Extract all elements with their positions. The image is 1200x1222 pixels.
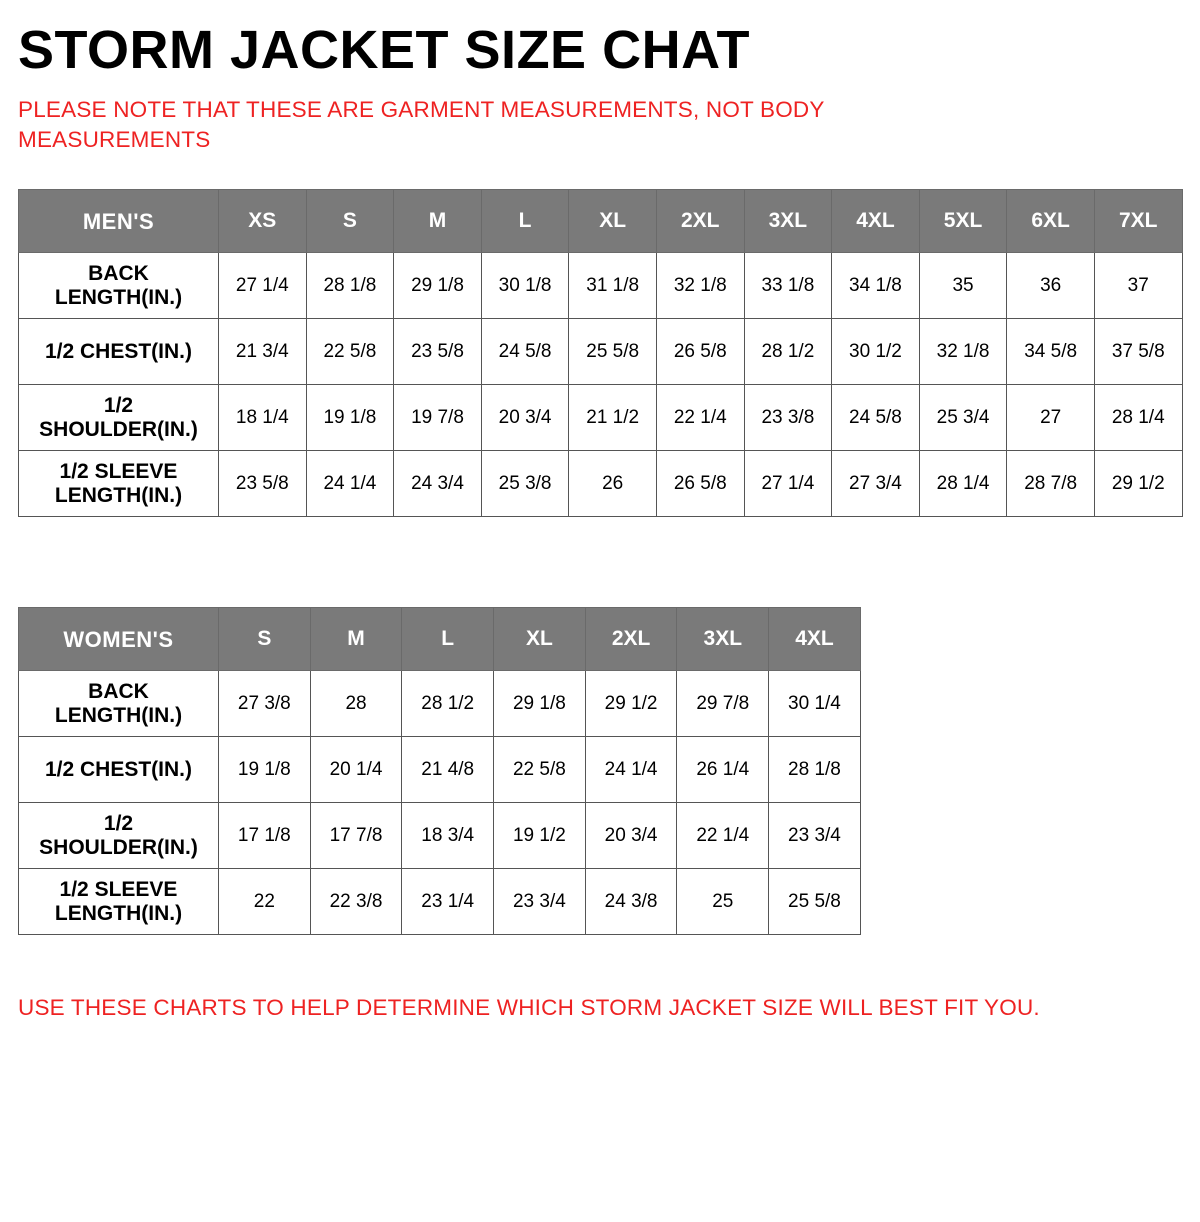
womens-back-length-m: 28	[310, 671, 402, 737]
mens-size-l: L	[481, 190, 569, 253]
mens-back-length-xs: 27 1/4	[219, 253, 307, 319]
mens-size-table	[18, 189, 1183, 517]
womens-size-table	[18, 607, 861, 935]
table-spacer	[18, 517, 1182, 573]
mens-half-chest-6xl: 34 5/8	[1007, 319, 1095, 385]
mens-half-sleeve-l: 25 3/8	[481, 451, 569, 517]
mens-half-sleeve-xl: 26	[569, 451, 657, 517]
womens-half-shoulder-xl: 19 1/2	[494, 803, 586, 869]
womens-half-chest-s: 19 1/8	[219, 737, 311, 803]
womens-half-chest-4xl: 28 1/8	[769, 737, 861, 803]
womens-half-shoulder-2xl: 20 3/4	[585, 803, 677, 869]
mens-half-sleeve-2xl: 26 5/8	[656, 451, 744, 517]
womens-size-table-wrap	[18, 607, 1182, 935]
size-chart-page	[0, 22, 1200, 1222]
womens-half-sleeve-4xl: 25 5/8	[769, 869, 861, 935]
bottom-note: USE THESE CHARTS TO HELP DETERMINE WHICH STORM JACKET SIZE WILL BEST FIT YOU.	[18, 995, 1040, 1021]
page-title: STORM JACKET SIZE CHAT	[18, 20, 751, 80]
womens-size-2xl: 2XL	[585, 608, 677, 671]
womens-size-m: M	[310, 608, 402, 671]
mens-half-chest-l: 24 5/8	[481, 319, 569, 385]
mens-half-chest-2xl: 26 5/8	[656, 319, 744, 385]
womens-size-l: L	[402, 608, 494, 671]
womens-half-chest-3xl: 26 1/4	[677, 737, 769, 803]
womens-header-row	[19, 608, 861, 671]
table-row	[19, 869, 861, 935]
womens-size-xl: XL	[494, 608, 586, 671]
top-note: PLEASE NOTE THAT THESE ARE GARMENT MEASUREMENTS, NOT BODY MEASUREMENTS	[18, 96, 825, 153]
womens-back-length-s: 27 3/8	[219, 671, 311, 737]
mens-half-shoulder-xl: 21 1/2	[569, 385, 657, 451]
table-row	[19, 319, 1183, 385]
mens-half-chest-4xl: 30 1/2	[832, 319, 920, 385]
mens-size-xs: XS	[219, 190, 307, 253]
mens-header-row	[19, 190, 1183, 253]
womens-half-sleeve-2xl: 24 3/8	[585, 869, 677, 935]
mens-half-sleeve-7xl: 29 1/2	[1094, 451, 1182, 517]
mens-half-sleeve-xs: 23 5/8	[219, 451, 307, 517]
womens-row-label-back-length: BACK LENGTH(IN.)	[19, 671, 219, 737]
mens-size-4xl: 4XL	[832, 190, 920, 253]
mens-half-sleeve-s: 24 1/4	[306, 451, 394, 517]
mens-row-label-half-chest: 1/2 CHEST(IN.)	[19, 319, 219, 385]
womens-row-label-half-sleeve-length: 1/2 SLEEVE LENGTH(IN.)	[19, 869, 219, 935]
table-row	[19, 253, 1183, 319]
mens-half-chest-xs: 21 3/4	[219, 319, 307, 385]
womens-half-shoulder-4xl: 23 3/4	[769, 803, 861, 869]
mens-back-length-m: 29 1/8	[394, 253, 482, 319]
womens-half-chest-l: 21 4/8	[402, 737, 494, 803]
mens-back-length-xl: 31 1/8	[569, 253, 657, 319]
mens-half-shoulder-l: 20 3/4	[481, 385, 569, 451]
womens-half-sleeve-xl: 23 3/4	[494, 869, 586, 935]
mens-half-shoulder-s: 19 1/8	[306, 385, 394, 451]
mens-size-table-wrap	[18, 189, 1182, 517]
mens-row-label-half-shoulder: 1/2 SHOULDER(IN.)	[19, 385, 219, 451]
mens-size-5xl: 5XL	[919, 190, 1007, 253]
womens-half-shoulder-3xl: 22 1/4	[677, 803, 769, 869]
mens-size-3xl: 3XL	[744, 190, 832, 253]
table-row	[19, 451, 1183, 517]
mens-half-shoulder-6xl: 27	[1007, 385, 1095, 451]
womens-back-length-l: 28 1/2	[402, 671, 494, 737]
mens-half-sleeve-4xl: 27 3/4	[832, 451, 920, 517]
womens-row-label-half-shoulder: 1/2 SHOULDER(IN.)	[19, 803, 219, 869]
mens-half-chest-7xl: 37 5/8	[1094, 319, 1182, 385]
mens-half-chest-3xl: 28 1/2	[744, 319, 832, 385]
mens-size-2xl: 2XL	[656, 190, 744, 253]
womens-half-sleeve-m: 22 3/8	[310, 869, 402, 935]
womens-half-sleeve-l: 23 1/4	[402, 869, 494, 935]
womens-half-shoulder-s: 17 1/8	[219, 803, 311, 869]
table-row	[19, 737, 861, 803]
mens-size-xl: XL	[569, 190, 657, 253]
mens-half-chest-m: 23 5/8	[394, 319, 482, 385]
mens-back-length-2xl: 32 1/8	[656, 253, 744, 319]
mens-size-7xl: 7XL	[1094, 190, 1182, 253]
mens-corner-label: MEN'S	[19, 190, 219, 253]
mens-row-label-back-length: BACK LENGTH(IN.)	[19, 253, 219, 319]
mens-back-length-4xl: 34 1/8	[832, 253, 920, 319]
womens-row-label-half-chest: 1/2 CHEST(IN.)	[19, 737, 219, 803]
womens-half-chest-xl: 22 5/8	[494, 737, 586, 803]
table-row	[19, 803, 861, 869]
mens-half-shoulder-4xl: 24 5/8	[832, 385, 920, 451]
mens-half-sleeve-3xl: 27 1/4	[744, 451, 832, 517]
mens-half-chest-s: 22 5/8	[306, 319, 394, 385]
womens-half-shoulder-m: 17 7/8	[310, 803, 402, 869]
mens-back-length-s: 28 1/8	[306, 253, 394, 319]
mens-back-length-7xl: 37	[1094, 253, 1182, 319]
mens-back-length-3xl: 33 1/8	[744, 253, 832, 319]
womens-size-s: S	[219, 608, 311, 671]
womens-size-3xl: 3XL	[677, 608, 769, 671]
mens-half-shoulder-2xl: 22 1/4	[656, 385, 744, 451]
womens-size-4xl: 4XL	[769, 608, 861, 671]
table-row	[19, 385, 1183, 451]
womens-half-chest-m: 20 1/4	[310, 737, 402, 803]
womens-corner-label: WOMEN'S	[19, 608, 219, 671]
mens-half-sleeve-6xl: 28 7/8	[1007, 451, 1095, 517]
womens-back-length-4xl: 30 1/4	[769, 671, 861, 737]
mens-back-length-l: 30 1/8	[481, 253, 569, 319]
mens-half-shoulder-5xl: 25 3/4	[919, 385, 1007, 451]
table-row	[19, 671, 861, 737]
womens-half-chest-2xl: 24 1/4	[585, 737, 677, 803]
mens-size-s: S	[306, 190, 394, 253]
mens-half-chest-xl: 25 5/8	[569, 319, 657, 385]
womens-back-length-3xl: 29 7/8	[677, 671, 769, 737]
mens-half-shoulder-xs: 18 1/4	[219, 385, 307, 451]
mens-row-label-half-sleeve-length: 1/2 SLEEVE LENGTH(IN.)	[19, 451, 219, 517]
mens-size-m: M	[394, 190, 482, 253]
mens-size-6xl: 6XL	[1007, 190, 1095, 253]
mens-back-length-5xl: 35	[919, 253, 1007, 319]
mens-half-shoulder-m: 19 7/8	[394, 385, 482, 451]
womens-half-sleeve-s: 22	[219, 869, 311, 935]
womens-back-length-2xl: 29 1/2	[585, 671, 677, 737]
mens-half-shoulder-3xl: 23 3/8	[744, 385, 832, 451]
mens-half-chest-5xl: 32 1/8	[919, 319, 1007, 385]
womens-half-sleeve-3xl: 25	[677, 869, 769, 935]
mens-half-sleeve-m: 24 3/4	[394, 451, 482, 517]
mens-half-sleeve-5xl: 28 1/4	[919, 451, 1007, 517]
womens-half-shoulder-l: 18 3/4	[402, 803, 494, 869]
mens-back-length-6xl: 36	[1007, 253, 1095, 319]
mens-half-shoulder-7xl: 28 1/4	[1094, 385, 1182, 451]
womens-back-length-xl: 29 1/8	[494, 671, 586, 737]
